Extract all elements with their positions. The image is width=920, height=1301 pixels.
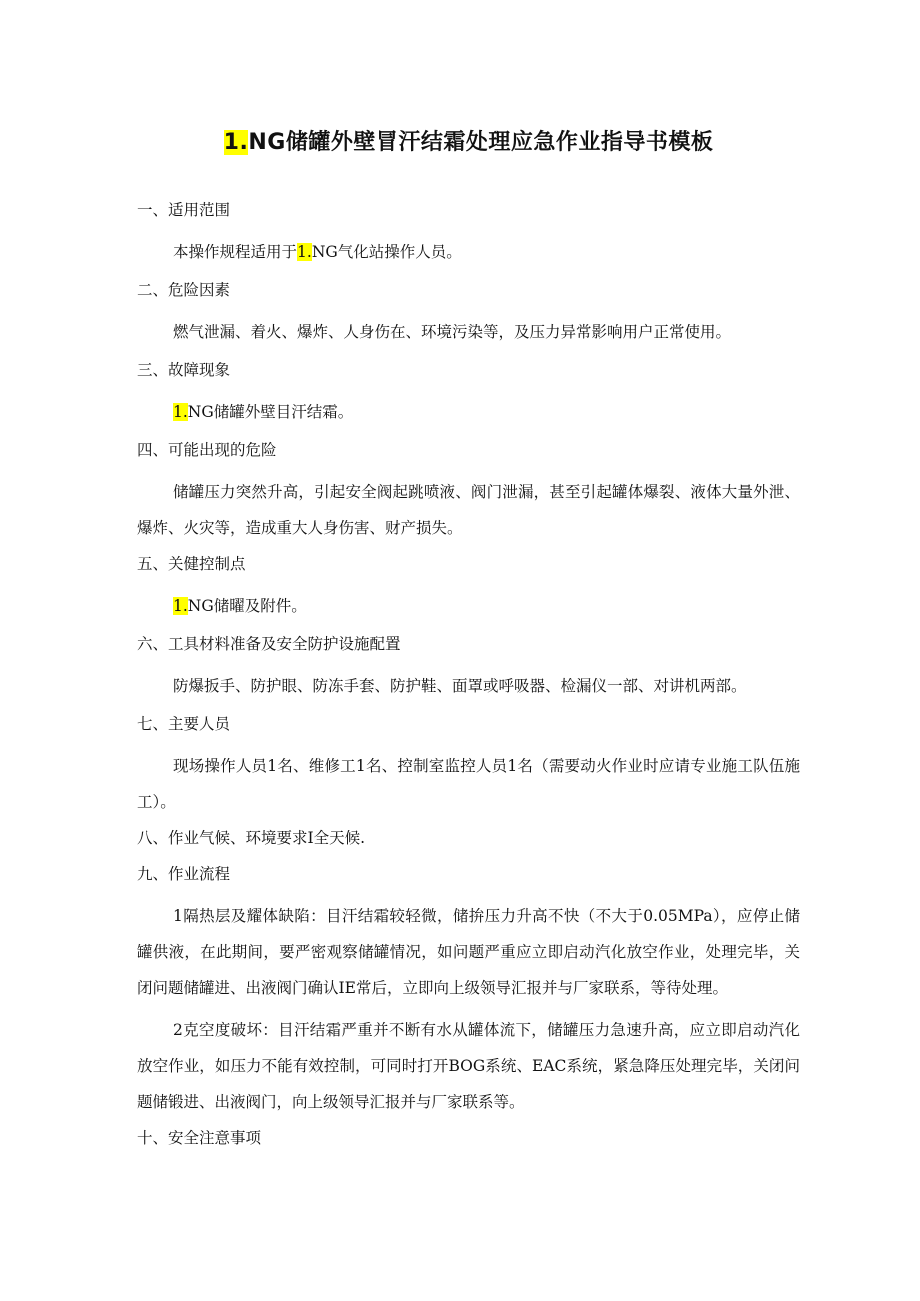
highlight-mark: 1.: [173, 403, 188, 421]
section-body-scope: 本操作规程适用于1.NG气化站操作人员。: [173, 243, 462, 261]
highlight-mark: 1.: [297, 243, 312, 261]
section-heading-hazards: 二、危险因素: [137, 281, 231, 299]
section-heading-safety: 十、安全注意事项: [137, 1129, 262, 1147]
section-body-personnel: 现场操作人员1名、维修工1名、控制室监控人员1名（需要动火作业时应请专业施工队伍施工）。: [137, 757, 800, 811]
section-body-procedure-2: 2克空度破坏：目汗结霜严重并不断有水从罐体流下，储罐压力急速升高，应立即启动汽化放空作业，如压力不能有效控制，可同时打开BOG系统、EAC系统，紧急降压处理完毕，关闭问题储锻进、出液阀门，向上级领导汇报并与厂家联系等。: [137, 1021, 800, 1111]
section-body-procedure-1: 1隔热层及耀体缺陷：目汗结霜较轻微，储拚压力升高不快（不大于0.05MPa），应停止储罐供液，在此期间，要严密观察储罐情况，如问题严重应立即启动汽化放空作业，处理完毕，关闭问题储罐进、出液阀门确认IE常后，立即向上级领导汇报并与厂家联系，等待处理。: [137, 907, 800, 997]
section-heading-control-points: 五、关健控制点: [137, 555, 246, 573]
section-heading-tools: 六、工具材料准备及安全防护设施配置: [137, 635, 401, 653]
section-heading-scope: 一、适用范围: [137, 201, 231, 219]
section-body-hazards: 燃气泄漏、着火、爆炸、人身伤在、环境污染等，及压力异常影响用户正常使用。: [173, 323, 732, 341]
section-heading-environment: 八、作业气候、环境要求I全天候.: [137, 829, 366, 847]
section-heading-possible-dangers: 四、可能出现的危险: [137, 441, 277, 459]
section-heading-symptoms: 三、故障现象: [137, 361, 231, 379]
title-text: NG储罐外壁冒汗结霜处理应急作业指导书模板: [248, 130, 714, 155]
section-body-tools: 防爆扳手、防护眼、防冻手套、防护鞋、面罩或呼吸器、检漏仪一部、对讲机两部。: [173, 677, 747, 695]
section-heading-personnel: 七、主要人员: [137, 715, 231, 733]
highlight-mark: 1.: [173, 597, 188, 615]
section-body-possible-dangers: 储罐压力突然升高，引起安全阀起跳喷液、阀门泄漏，甚至引起罐体爆裂、液体大量外泄、爆炸、火灾等，造成重大人身伤害、财产损失。: [137, 483, 800, 537]
section-body-symptoms: 1.NG储罐外壁目汗结霜。: [173, 403, 354, 421]
section-body-control-points: 1.NG储曜及附件。: [173, 597, 307, 615]
section-heading-procedure: 九、作业流程: [137, 865, 231, 883]
document-title: [137, 128, 800, 158]
title-highlight: 1.: [223, 130, 249, 155]
